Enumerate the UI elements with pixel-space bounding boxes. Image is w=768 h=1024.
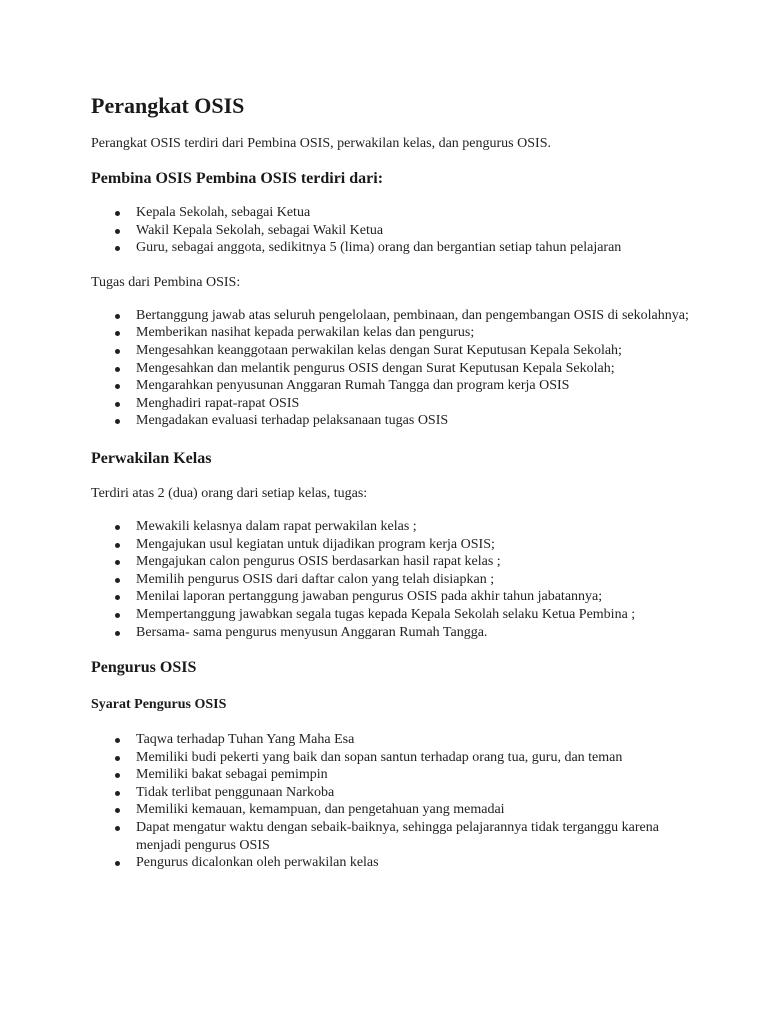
intro-paragraph: Perangkat OSIS terdiri dari Pembina OSIS, perwakilan kelas, dan pengurus OSIS. <box>91 136 551 151</box>
page-title: Perangkat OSIS <box>91 93 245 118</box>
list-item: Menilai laporan pertanggung jawaban pengurus OSIS pada akhir tahun jabatannya; <box>136 588 691 606</box>
list-item: Mengajukan calon pengurus OSIS berdasarkan hasil rapat kelas ; <box>136 553 691 571</box>
perwakilan-intro: Terdiri atas 2 (dua) orang dari setiap kelas, tugas: <box>91 485 368 501</box>
list-item: Mengarahkan penyusunan Anggaran Rumah Tangga dan program kerja OSIS <box>136 377 691 395</box>
list-item: Bersama- sama pengurus menyusun Anggaran Rumah Tangga. <box>136 624 691 642</box>
document-page <box>91 90 691 872</box>
list-item: Dapat mengatur waktu dengan sebaik-baiknya, sehingga pelajarannya tidak terganggu karena menjadi pengurus OSIS <box>136 819 691 854</box>
perwakilan-heading: Perwakilan Kelas <box>91 449 212 467</box>
list-item: Wakil Kepala Sekolah, sebagai Wakil Ketua <box>136 222 691 240</box>
list-item: Mengesahkan keanggotaan perwakilan kelas dengan Surat Keputusan Kepala Sekolah; <box>136 342 691 360</box>
pembina-heading: Pembina OSIS Pembina OSIS terdiri dari: <box>91 170 384 187</box>
pembina-list <box>91 204 691 257</box>
syarat-list <box>91 731 691 872</box>
list-item: Mewakili kelasnya dalam rapat perwakilan kelas ; <box>136 518 691 536</box>
list-item: Pengurus dicalonkan oleh perwakilan kelas <box>136 854 691 872</box>
list-item: Tidak terlibat penggunaan Narkoba <box>136 784 691 802</box>
list-item: Menghadiri rapat-rapat OSIS <box>136 395 691 413</box>
list-item: Guru, sebagai anggota, sedikitnya 5 (lima) orang dan bergantian setiap tahun pelajaran <box>136 239 691 257</box>
list-item: Kepala Sekolah, sebagai Ketua <box>136 204 691 222</box>
syarat-heading: Syarat Pengurus OSIS <box>91 697 227 713</box>
list-item: Memiliki budi pekerti yang baik dan sopan santun terhadap orang tua, guru, dan teman <box>136 749 691 767</box>
list-item: Memiliki bakat sebagai pemimpin <box>136 766 691 784</box>
list-item: Memberikan nasihat kepada perwakilan kelas dan pengurus; <box>136 324 691 342</box>
pembina-tugas-label: Tugas dari Pembina OSIS: <box>91 274 241 290</box>
list-item: Mengadakan evaluasi terhadap pelaksanaan tugas OSIS <box>136 412 691 430</box>
list-item: Mengesahkan dan melantik pengurus OSIS dengan Surat Keputusan Kepala Sekolah; <box>136 360 691 378</box>
list-item: Mempertanggung jawabkan segala tugas kepada Kepala Sekolah selaku Ketua Pembina ; <box>136 606 691 624</box>
pembina-tugas-list <box>91 307 691 430</box>
list-item: Memilih pengurus OSIS dari daftar calon yang telah disiapkan ; <box>136 571 691 589</box>
list-item: Memiliki kemauan, kemampuan, dan pengetahuan yang memadai <box>136 801 691 819</box>
pengurus-heading: Pengurus OSIS <box>91 659 197 677</box>
list-item: Taqwa terhadap Tuhan Yang Maha Esa <box>136 731 691 749</box>
perwakilan-list <box>91 518 691 641</box>
list-item: Bertanggung jawab atas seluruh pengelolaan, pembinaan, dan pengembangan OSIS di sekolahnya; <box>136 307 691 325</box>
list-item: Mengajukan usul kegiatan untuk dijadikan program kerja OSIS; <box>136 536 691 554</box>
